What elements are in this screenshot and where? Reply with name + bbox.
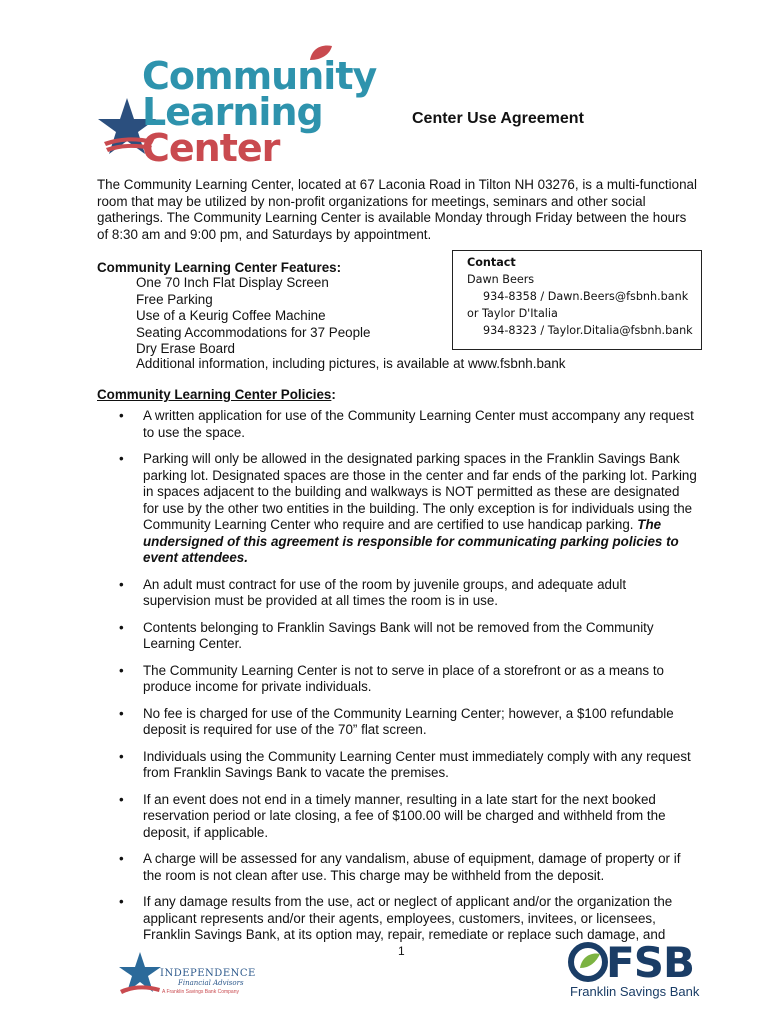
bullet: • [119,619,124,635]
page-number: 1 [398,944,405,958]
policy-item [97,408,697,441]
policy-item [97,706,697,739]
policy-text: An adult must contract for use of the room by juvenile groups, and adequate adult supervision must be provided at all times the room is in use. [143,576,627,608]
contact-person-1: Dawn Beers [467,273,535,286]
bullet: • [119,791,124,807]
policy-text: A written application for use of the Community Learning Center must accompany any request to use the space. [143,408,694,440]
policies-heading-text: Community Learning Center Policies [97,387,332,402]
independence-tag: A Franklin Savings Bank Company [162,989,239,995]
contact-person-1-detail: 934-8358 / Dawn.Beers@fsbnh.bank [483,290,689,303]
contact-person-2-detail: 934-8323 / Taylor.Ditalia@fsbnh.bank [483,324,693,337]
policy-text: A charge will be assessed for any vandalism, abuse of equipment, damage of property or if the room is not clean after use. This charge may be withheld from the deposit. [143,851,681,883]
logo-word-community: Community [142,54,377,98]
policy-item [97,577,697,610]
bullet: • [119,662,124,678]
community-learning-center-logo [96,44,377,170]
independence-sub: Financial Advisors [178,979,244,987]
features-list [136,275,370,358]
intro-paragraph: The Community Learning Center, located at 67 Laconia Road in Tilton NH 03276, is a multi-functional room that may be utilized by non-profit organizations for meetings, seminars and other social gatherings. The Community Learning Center is available Monday through Friday between the hours of 8:30 am and 9:00 pm, and Saturdays by appointment. [97,177,697,242]
fsb-circle-icon [568,942,608,982]
policy-text: The Community Learning Center is not to serve in place of a storefront or as a means to produce income for private individuals. [143,662,665,694]
policy-text: Contents belonging to Franklin Savings Bank will not be removed from the Community Learning Center. [143,619,654,651]
policy-emphasis: The undersigned of this agreement is responsible for communicating parking policies to event attendees. [143,517,679,565]
document-title: Center Use Agreement [412,110,584,127]
policy-item [97,894,697,944]
independence-name: INDEPENDENCE [160,968,256,979]
fsb-letters: FSB [606,938,694,987]
policy-text: If an event does not end in a timely manner, resulting in a late start for the next booked reservation period or late closing, a fee of $100.00 will be charged and withheld from the deposit, if applicable. [143,791,666,840]
features-heading: Community Learning Center Features: [97,260,342,275]
contact-box [452,250,702,350]
policy-item [97,851,697,884]
feature-item: One 70 Inch Flat Display Screen [136,275,329,290]
fsb-name: Franklin Savings Bank [570,984,700,999]
bullet: • [119,576,124,592]
feature-item: Use of a Keurig Coffee Machine [136,308,326,323]
bullet: • [119,748,124,764]
bullet: • [119,408,124,423]
bullet: • [119,894,124,909]
bullet: • [119,451,124,466]
policy-item [97,451,697,567]
additional-info: Additional information, including pictures, is available at www.fsbnh.bank [136,356,566,371]
policy-item [97,663,697,696]
policy-text: If any damage results from the use, act or neglect of applicant and/or the organization the applicant represents and/or their agents, employees, customers, invitees, or licensees, Franklin Savings Bank, at its option may, repair, remediate or replace such damage, and [143,894,673,942]
independence-logo [118,946,256,1002]
policy-item [97,620,697,653]
bullet: • [119,705,124,721]
bullet: • [119,851,124,866]
policies-heading-colon: : [331,387,336,402]
logo-word-learning: Learning [142,90,323,134]
policy-item [97,792,697,842]
star-icon [118,950,162,1000]
contact-title: Contact [467,256,516,269]
policy-list [97,408,697,944]
policy-item [97,749,697,782]
policy-text: Parking will only be allowed in the designated parking spaces in the Franklin Savings Bank parking lot. Designated spaces are those in the center and far ends of the parking lot. Parking in spaces adjacent to the building and walkways is NOT permitted as these are designated for use by the other two entities in the building. The only exception is for individuals using the Community Learning Center who require and are certified to use handicap parking. [143,451,697,532]
policies-heading [97,387,336,402]
feature-item: Dry Erase Board [136,341,235,356]
logo-word-center: Center [142,126,280,170]
policy-text: No fee is charged for use of the Community Learning Center; however, a $100 refundable deposit is required for use of the 70” flat screen. [143,705,674,737]
feature-item: Free Parking [136,291,213,307]
contact-person-2: or Taylor D'Italia [467,307,558,320]
feature-item: Seating Accommodations for 37 People [136,324,371,340]
policy-text: Individuals using the Community Learning Center must immediately comply with any request from Franklin Savings Bank to vacate the premises. [143,748,691,780]
fsb-logo [568,940,698,1000]
